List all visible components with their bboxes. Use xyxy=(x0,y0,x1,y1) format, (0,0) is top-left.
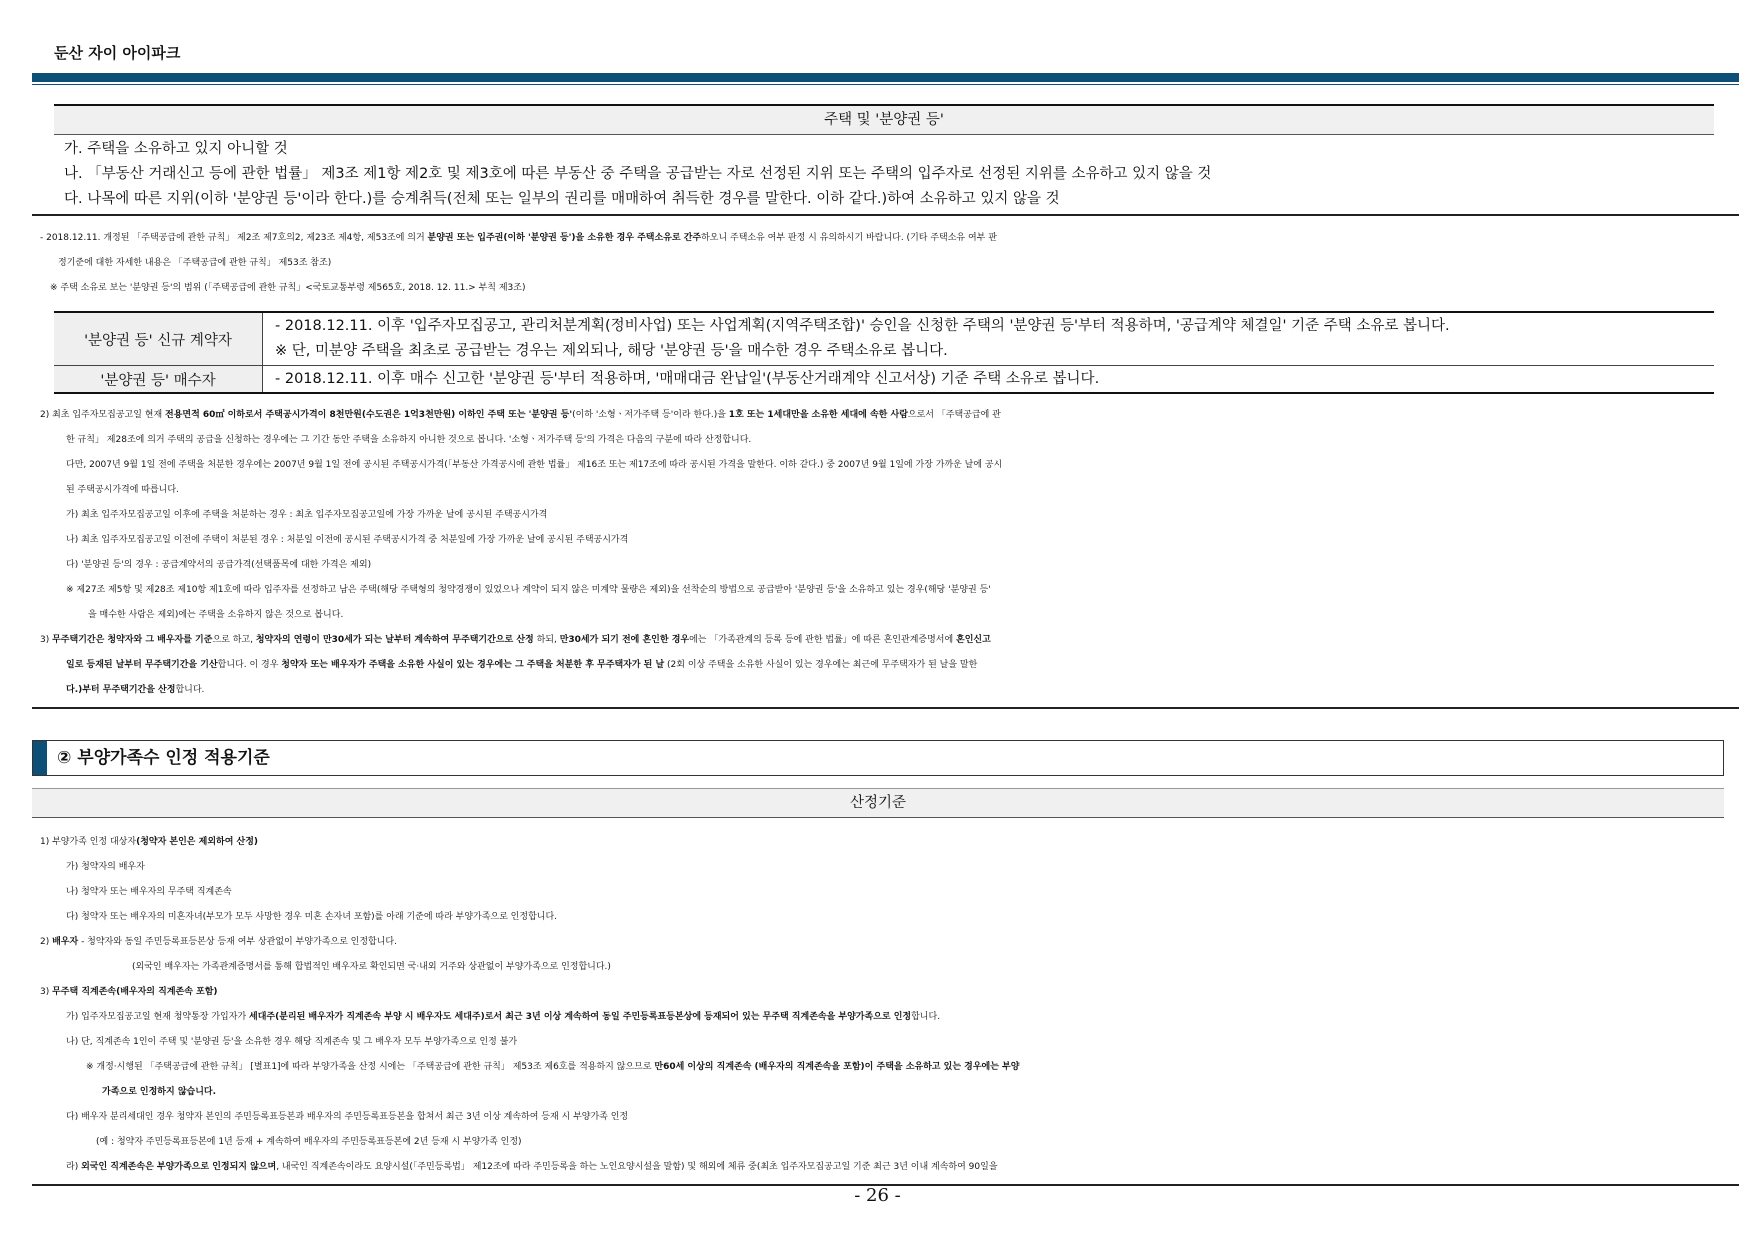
section-accent xyxy=(33,741,47,775)
divider xyxy=(32,214,1739,216)
table-content-cell: - 2018.12.11. 이후 '입주자모집공고, 관리처분계획(정비사업) 또는 사업계획(지역주택조합)' 승인을 신청한 주택의 '분양권 등'부터 적용하며, '공급계약 체결일' 기준 주택 소유로 봅니다. ※ 단, 미분양 주택을 최초로 공급받는 경우는 제외되나, 해당 '분양권 등'을 매수한 경우 주택소유로 봅니다. xyxy=(263,312,1715,366)
note-line: - 2018.12.11. 개정된 「주택공급에 관한 규칙」 제2조 제7호의2, 제23조 제4항, 제53조에 의거 분양권 또는 입주권(이하 '분양권 등')을 소유한 경우 주택소유로 간주하오니 주택소유 여부 판정 시 유의하시기 바랍니다. (기타 주택소유 여부 판 xyxy=(40,233,997,243)
section-heading xyxy=(32,740,1724,776)
small-low-price-housing-paragraph xyxy=(40,403,1730,628)
paragraph-line: 다) 배우자 분리세대인 경우 청약자 본인의 주민등록표등본과 배우자의 주민등록표등본을 합쳐서 최근 3년 이상 계속하여 등재 시 부양가족 인정 xyxy=(66,1112,629,1122)
header-bar xyxy=(32,73,1739,82)
paragraph-line: ※ 제27조 제5항 및 제28조 제10항 제1호에 따라 입주자를 선정하고 남은 주택(해당 주택형의 청약경쟁이 있었으나 계약이 되지 않은 미계약 물량은 제외)을 선착순의 방법으로 공급받아 '분양권 등'을 소유하고 있는 경우(해당 '분양권 등' xyxy=(66,585,991,595)
box-heading: 주택 및 '분양권 등' xyxy=(54,104,1714,135)
paragraph-line: 가) 청약자의 배우자 xyxy=(66,862,145,872)
paragraph-line: (외국인 배우자는 가족관계증명서를 통해 합법적인 배우자로 확인되면 국·내외 거주와 상관없이 부양가족으로 인정합니다.) xyxy=(132,962,611,972)
paragraph-line: 다.)부터 무주택기간을 산정합니다. xyxy=(66,685,205,695)
paragraph-line: 을 매수한 사람은 제외)에는 주택을 소유하지 않은 것으로 봅니다. xyxy=(88,610,344,620)
paragraph-line: (예 : 청약자 주민등록표등본에 1년 등재 + 계속하여 배우자의 주민등록표등본에 2년 등재 시 부양가족 인정) xyxy=(96,1137,522,1147)
paragraph-line: 된 주택공시가격에 따릅니다. xyxy=(66,485,179,495)
note-line: ※ 주택 소유로 보는 '분양권 등'의 범위 (「주택공급에 관한 규칙」<국토교통부령 제565호, 2018. 12. 11.> 부칙 제3조) xyxy=(50,283,526,293)
page-number: - 26 - xyxy=(854,1185,901,1206)
ownership-note xyxy=(40,226,1730,301)
criteria-box xyxy=(32,788,1724,818)
paragraph-line: 다) 청약자 또는 배우자의 미혼자녀(부모가 모두 사망한 경우 미혼 손자녀 포함)를 아래 기준에 따라 부양가족으로 인정합니다. xyxy=(66,912,558,922)
document-title: 둔산 자이 아이파크 xyxy=(54,44,181,62)
paragraph-line: 가족으로 인정하지 않습니다. xyxy=(102,1087,217,1097)
table-row xyxy=(54,312,1714,366)
no-house-period-paragraph xyxy=(40,628,1730,703)
paragraph-line: 3) 무주택기간은 청약자와 그 배우자를 기준으로 하고, 청약자의 연령이 만30세가 되는 날부터 계속하여 무주택기간으로 산정 하되, 만30세가 되기 전에 혼인한 경우에는 「가족관계의 등록 등에 관한 법률」에 따른 혼인관계증명서에 혼인신고 xyxy=(40,635,991,645)
presale-rights-table xyxy=(54,311,1714,394)
box-heading: 산정기준 xyxy=(32,788,1724,818)
paragraph-line: 나) 단, 직계존속 1인이 주택 및 '분양권 등'을 소유한 경우 해당 직계존속 및 그 배우자 모두 부양가족으로 인정 불가 xyxy=(66,1037,518,1047)
divider xyxy=(32,707,1739,709)
paragraph-line: 가) 입주자모집공고일 현재 청약통장 가입자가 세대주(분리된 배우자가 직계존속 부양 시 배우자도 세대주)로서 최근 3년 이상 계속하여 동일 주민등록표등본상에 등재되어 있는 무주택 직계존속을 부양가족으로 인정합니다. xyxy=(66,1012,941,1022)
section-title: ② 부양가족수 인정 적용기준 xyxy=(57,748,270,768)
table-content-cell: - 2018.12.11. 이후 매수 신고한 '분양권 등'부터 적용하며, '매매대금 완납일'(부동산거래계약 신고서상) 기준 주택 소유로 봅니다. xyxy=(263,366,1715,394)
paragraph-line: 3) 무주택 직계존속(배우자의 직계존속 포함) xyxy=(40,987,218,997)
housing-definition-box xyxy=(54,104,1714,212)
paragraph-line: 나) 청약자 또는 배우자의 무주택 직계존속 xyxy=(66,887,232,897)
paragraph-line: 나) 최초 입주자모집공고일 이전에 주택이 처분된 경우 : 처분일 이전에 공시된 주택공시가격 중 처분일에 가장 가까운 날에 공시된 주택공시가격 xyxy=(66,535,629,545)
list-item: 다. 나목에 따른 지위(이하 '분양권 등'이라 한다.)를 승계취득(전체 또는 일부의 권리를 매매하여 취득한 경우를 말한다. 이하 같다.)하여 소유하고 있지 않을 것 xyxy=(64,191,1060,207)
table-label-cell: '분양권 등' 매수자 xyxy=(54,366,263,394)
paragraph-line: ※ 개정·시행된 「주택공급에 관한 규칙」 [별표1]에 따라 부양가족을 산정 시에는 「주택공급에 관한 규칙」 제53조 제6호를 적용하지 않으므로 만60세 이상의 직계존속 (배우자의 직계존속을 포함)이 주택을 소유하고 있는 경우에는 부양 xyxy=(86,1062,1020,1072)
paragraph-line: 1) 부양가족 인정 대상자(청약자 본인은 제외하여 산정) xyxy=(40,837,259,847)
paragraph-line: 다만, 2007년 9월 1일 전에 주택을 처분한 경우에는 2007년 9월 1일 전에 공시된 주택공시가격(「부동산 가격공시에 관한 법률」 제16조 또는 제17조에 따라 공시된 가격을 말한다. 이하 같다.) 중 2007년 9월 1일에 가장 가까운 날에 공시 xyxy=(66,460,1003,470)
paragraph-line: 2) 배우자 - 청약자와 동일 주민등록표등본상 등재 여부 상관없이 부양가족으로 인정합니다. xyxy=(40,937,397,947)
dependents-criteria-body xyxy=(40,830,1730,1180)
paragraph-line: 2) 최초 입주자모집공고일 현재 전용면적 60㎡ 이하로서 주택공시가격이 8천만원(수도권은 1억3천만원) 이하인 주택 또는 '분양권 등'(이하 '소형ㆍ저가주택 등'이라 한다.)을 1호 또는 1세대만을 소유한 세대에 속한 사람으로서 「주택공급에 관 xyxy=(40,410,1001,420)
paragraph-line: 다) '분양권 등'의 경우 : 공급계약서의 공급가격(선택품목에 대한 가격은 제외) xyxy=(66,560,372,570)
table-label-cell: '분양권 등' 신규 계약자 xyxy=(54,312,263,366)
note-line: 정기준에 대한 자세한 내용은 「주택공급에 관한 규칙」 제53조 참조) xyxy=(58,258,332,268)
header-rule xyxy=(32,84,1739,85)
list-item: 가. 주택을 소유하고 있지 아니할 것 xyxy=(64,141,288,157)
paragraph-line: 라) 외국인 직계존속은 부양가족으로 인정되지 않으며, 내국인 직계존속이라도 요양시설(「주민등록법」 제12조에 따라 주민등록을 하는 노인요양시설을 말함) 및 해외에 체류 중(최초 입주자모집공고일 기준 최근 3년 이내 계속하여 90일을 xyxy=(66,1162,998,1172)
paragraph-line: 가) 최초 입주자모집공고일 이후에 주택을 처분하는 경우 : 최초 입주자모집공고일에 가장 가까운 날에 공시된 주택공시가격 xyxy=(66,510,548,520)
list-item: 나. 「부동산 거래신고 등에 관한 법률」 제3조 제1항 제2호 및 제3호에 따른 부동산 중 주택을 공급받는 자로 선정된 지위 또는 주택의 입주자로 선정된 지위를 소유하고 있지 않을 것 xyxy=(64,166,1212,182)
paragraph-line: 한 규칙」 제28조에 의거 주택의 공급을 신청하는 경우에는 그 기간 동안 주택을 소유하지 아니한 것으로 봅니다. '소형ㆍ저가주택 등'의 가격은 다음의 구분에 따라 산정합니다. xyxy=(66,435,752,445)
paragraph-line: 일로 등재된 날부터 무주택기간을 기산합니다. 이 경우 청약자 또는 배우자가 주택을 소유한 사실이 있는 경우에는 그 주택을 처분한 후 무주택자가 된 날 (2회 이상 주택을 소유한 사실이 있는 경우에는 최근에 무주택자가 된 날을 말한 xyxy=(66,660,978,670)
table-row xyxy=(54,366,1714,394)
